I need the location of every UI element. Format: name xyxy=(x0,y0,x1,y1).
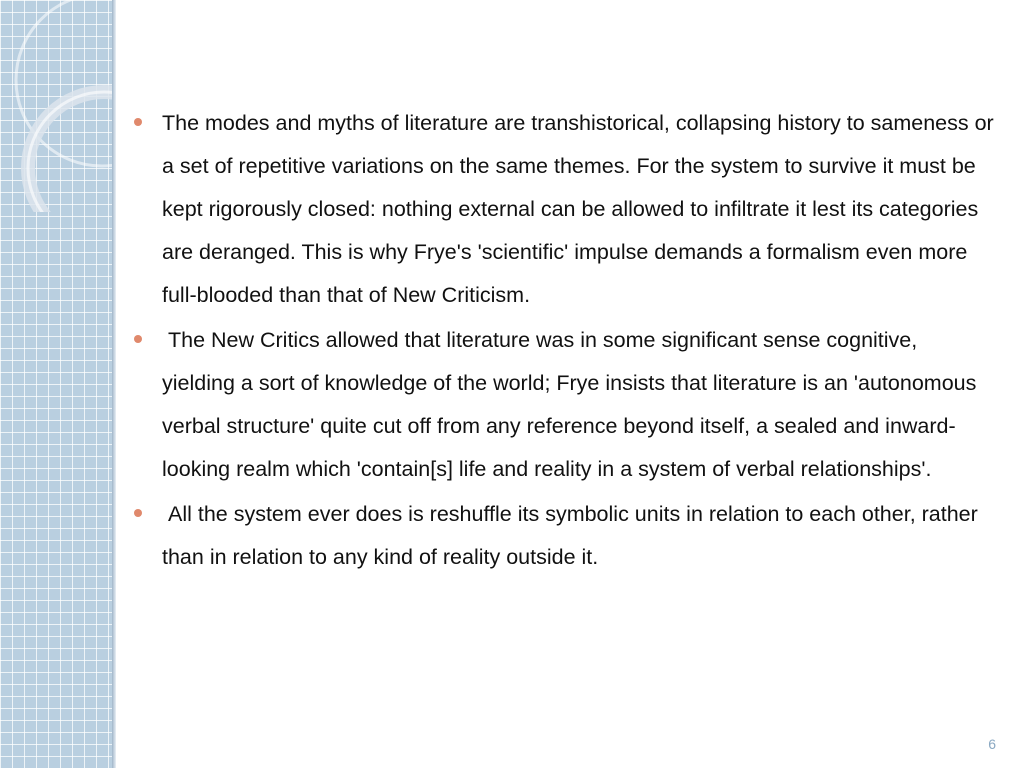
decorative-sidebar xyxy=(0,0,112,768)
bullet-text: All the system ever does is reshuffle its symbolic units in relation to each other, rather than in relation to any kind of reality outside it. xyxy=(162,502,984,569)
bullet-text: The modes and myths of literature are transhistorical, collapsing history to sameness or a set of repetitive variations on the same themes. For the system to survive it must be kept rigorously closed: nothing external can be allowed to infiltrate it lest its categories are deranged. This is why Frye's 'scientific' impulse demands a formalism even more full-blooded than that of New Criticism. xyxy=(162,111,994,307)
bullet-text: The New Critics allowed that literature was in some significant sense cognitive, yielding a sort of knowledge of the world; Frye insists that literature is an 'autonomous verbal structure' quite cut off from any reference beyond itself, a sealed and inward-looking realm which 'contain[s] life and reality in a system of verbal relationships'. xyxy=(162,328,983,481)
slide-content xyxy=(134,102,996,579)
page-number: 6 xyxy=(988,736,996,752)
bullet-item xyxy=(134,102,996,317)
bullet-icon xyxy=(134,509,142,517)
bullet-item xyxy=(134,493,996,579)
decorative-rings xyxy=(0,0,112,212)
bullet-icon xyxy=(134,118,142,126)
bullet-icon xyxy=(134,335,142,343)
sidebar-edge xyxy=(112,0,116,768)
bullet-item xyxy=(134,319,996,491)
